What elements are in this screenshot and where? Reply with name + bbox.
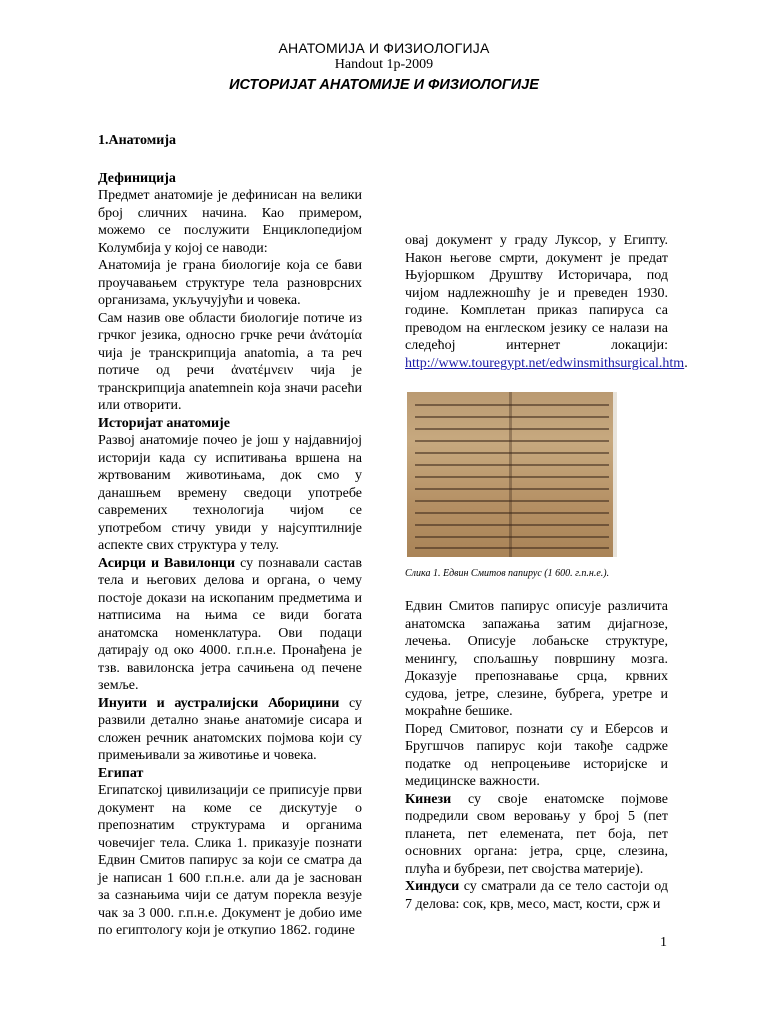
paragraph: Предмет анатомије је дефинисан на велики број сличних начина. Као примером, можемо се послужити Енциклопедијом Колумбија у којој се наводи: bbox=[98, 188, 362, 256]
inuit-text: су развили детално знање анатомије сисара и сложен речник анатомских појмова који су примењивали за животиње и човека. bbox=[98, 695, 363, 763]
inuit-term: Инуити и аустралијски Абориџини bbox=[98, 695, 340, 711]
section-heading: 1.Анатомија bbox=[98, 133, 177, 148]
paragraph-text: овај документ у граду Луксор, у Египту. Након његове смрти, документ је предат Њујоршком Друштву Историчара, под чијом надлежношћу је и преведен 1930. године. Комплетан приказ папируса са преводом на енглеском језику се налази на следећој интернет локацији: bbox=[405, 233, 668, 353]
link-period: . bbox=[684, 355, 688, 371]
history-heading: Историјат анатомије bbox=[98, 415, 230, 431]
assyrians-text: су познавали састав тела и његових делова и органа, о чему постоје докази на ископаним предметима и натписима на њима се види богата анатомска номенклатура. Ови подаци датирају од око 4000. г.п.н.е. Пронађена је тзв. вавилонска јетра сачињена од печене земље. bbox=[98, 555, 363, 693]
paragraph bbox=[405, 878, 668, 913]
figure-caption: Слика 1. Едвин Смитов папирус (1 600. г.п.н.е.). bbox=[405, 568, 610, 579]
page-header bbox=[0, 40, 768, 95]
paragraph: Развој анатомије почео је још у најдавнијој историји када су испитивања вршена на жртвованим животињама, док смо у данашњем времену сведоци употребе савремених технологија чијом се употребом стичу увиди у најсуптилније аспекте свих структура у телу. bbox=[98, 433, 362, 553]
definition-heading: Дефиниција bbox=[98, 170, 176, 186]
document-title: ИСТОРИЈАТ АНАТОМИЈЕ И ФИЗИОЛОГИЈЕ bbox=[229, 77, 539, 93]
handout-label: Handout 1p-2009 bbox=[334, 57, 434, 72]
papyrus-image bbox=[407, 392, 617, 557]
left-column bbox=[98, 132, 362, 940]
papyrus-link[interactable]: http://www.touregypt.net/edwinsmithsurgical.htm bbox=[405, 355, 685, 371]
hindu-text: су сматрали да се тело састоји од 7 делова: сок, крв, месо, маст, кости, срж и bbox=[405, 879, 668, 912]
paragraph bbox=[98, 695, 362, 765]
paragraph: Поред Смитовог, познати су и Еберсов и Бругшчов папирус који такође садрже податке од непроцењиве историјске и медицинске важности. bbox=[405, 721, 668, 789]
hindu-term: Хиндуси bbox=[405, 879, 460, 894]
paragraph: Едвин Смитов папирус описује различита анатомска запажања затим дијагнозе, лечења. Описује лобањске структуре, менингу, спољашњу површину мозга. Доказује препознавање срца, крвних судова, јетре, слезине, бубрега, уретре и мокраћне бешике. bbox=[405, 599, 668, 719]
assyrians-term: Асирци и Вавилонци bbox=[98, 555, 236, 571]
paragraph bbox=[405, 791, 668, 879]
paragraph: Египатској цивилизацији се приписује први документ на коме се дискутује о препознатим структурама и органима човечијег тела. Слика 1. приказује познати Едвин Смитов папирус за који се сматра да је написан 1 600 г.п.н.е. али да је заснован за сазнањима чији се датум порекла везује чак за 3 000. г.п.н.е. Документ је добио име по египтологу који је откупио 1862. године bbox=[98, 783, 362, 938]
chinese-term: Кинези bbox=[405, 791, 452, 807]
egypt-heading: Египат bbox=[98, 765, 144, 781]
chinese-text: су своје енатомске појмове подредили свом веровању у број 5 (пет планета, пет елемената, пет боја, пет основних органа: јетра, срце, слезина, плућа и бубрези, пет својства материје). bbox=[405, 791, 669, 877]
page-number: 1 bbox=[660, 935, 667, 950]
paragraph: Сам назив ове области биологије потиче из грчког језика, односно грчке речи ἀνάτομία чија је транскрипција anatomia, а та реч потиче од речи ἀνατέμνειν чија је транскрипција anatemnein која значи расећи или отворити. bbox=[98, 310, 362, 413]
right-column bbox=[405, 232, 688, 913]
course-subject: АНАТОМИЈА И ФИЗИОЛОГИЈА bbox=[278, 40, 490, 56]
paragraph bbox=[405, 232, 688, 372]
paragraph bbox=[98, 555, 362, 695]
paragraph: Анатомија је грана биологије која се бави проучавањем структуре тела разноврсних организама, укључујући и човека. bbox=[98, 258, 362, 308]
